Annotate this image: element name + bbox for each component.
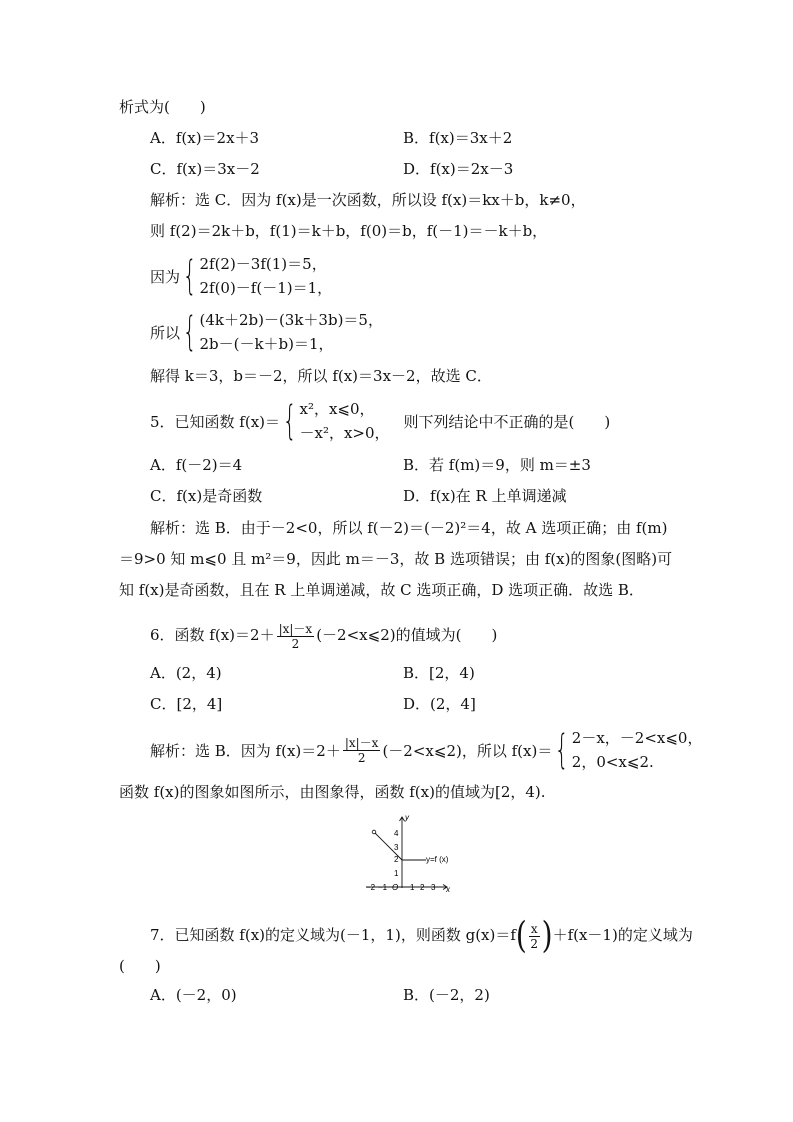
q4-option-b[interactable]: B．f(x)＝3x＋2	[403, 129, 513, 147]
left-brace-icon: {	[182, 309, 197, 355]
graph-y-label: y	[405, 813, 409, 822]
q4-system-2	[150, 308, 383, 356]
q6-stem-pre: 6．函数 f(x)＝2＋	[150, 626, 275, 644]
q5-solution-line2: ＝9>0 知 m⩽0 且 m²＝9，因此 m＝－3，故 B 选项错误；由 f(x)的图象(图略)可	[119, 550, 673, 568]
q6-solution-fraction-numerator: |x|－x	[344, 735, 379, 750]
q4-stem-cont: 析式为( )	[119, 98, 206, 116]
right-paren-icon: )	[541, 913, 553, 957]
q7-option-b[interactable]: B．(－2，2)	[403, 986, 490, 1004]
q5-stem	[150, 397, 610, 445]
q4-solution-line1: 解析：选 C．因为 f(x)是一次函数，所以设 f(x)＝kx＋b，k≠0，	[150, 191, 586, 209]
q7-stem-post: ＋f(x－1)的定义域为	[552, 926, 693, 944]
q6-solution-fraction	[343, 736, 381, 765]
q4-solution-line3: 解得 k＝3，b＝－2，所以 f(x)＝3x－2，故选 C．	[150, 367, 492, 385]
q5-solution-line3: 知 f(x)是奇函数，且在 R 上单调递减，故 C 选项正确，D 选项正确．故选 B．	[119, 581, 644, 599]
q7-answer-paren: ( )	[119, 957, 161, 975]
q4-system-1	[150, 252, 332, 300]
q6-option-b[interactable]: B．[2，4)	[403, 664, 475, 682]
x-tick-1: 1	[410, 883, 415, 892]
x-tick-neg1: −1	[378, 883, 388, 892]
q6-solution-line2: 函数 f(x)的图象如图所示，由图象得，函数 f(x)的值域为[2，4).	[119, 783, 546, 801]
q6-solution-mid: (－2<x⩽2)，所以 f(x)＝	[382, 741, 553, 760]
q6-fraction-numerator: |x|－x	[278, 621, 313, 636]
q4-system-2-eq1: (4k＋2b)－(3k＋3b)＝5，	[199, 311, 383, 329]
q5-option-a[interactable]: A．f(－2)＝4	[150, 456, 243, 474]
left-brace-icon: {	[182, 253, 197, 299]
q5-stem-post: 则下列结论中不正确的是( )	[403, 412, 611, 431]
q5-piecewise-2: －x²，x>0，	[299, 424, 390, 442]
x-tick-origin: O	[392, 883, 399, 892]
q7-fraction-numerator: x	[530, 921, 538, 936]
q6-option-d[interactable]: D．(2，4]	[403, 695, 476, 713]
y-tick-2: 2	[394, 855, 399, 864]
q5-solution-line1: 解析：选 B．由于－2<0，所以 f(－2)＝(－2)²＝4，故 A 选项正确；由 f(m)	[150, 519, 668, 537]
graph-x-label: x	[446, 885, 450, 894]
q6-fraction-denominator: 2	[291, 636, 300, 651]
q7-option-a[interactable]: A．(－2，0)	[150, 986, 237, 1004]
q5-piecewise-1: x²，x⩽0，	[299, 400, 375, 418]
graph-curve-label: y=f (x)	[426, 855, 449, 864]
q7-fraction-denominator: 2	[530, 936, 539, 951]
q5-option-b[interactable]: B．若 f(m)＝9，则 m＝±3	[403, 456, 591, 474]
q4-system-1-eq2: 2f(0)－f(－1)＝1，	[199, 279, 333, 297]
q4-system-1-eq1: 2f(2)－3f(1)＝5，	[199, 255, 327, 273]
x-tick-3: 3	[431, 883, 436, 892]
y-tick-1: 1	[394, 869, 399, 878]
q5-option-c[interactable]: C．f(x)是奇函数	[150, 487, 263, 505]
q6-stem	[150, 620, 497, 651]
q6-option-c[interactable]: C．[2，4]	[150, 695, 223, 713]
open-endpoint-icon	[372, 830, 376, 834]
left-brace-icon: {	[555, 727, 570, 773]
q6-piecewise-2: 2，0<x⩽2.	[571, 753, 654, 771]
q6-solution-line1	[150, 726, 702, 774]
left-brace-icon: {	[282, 398, 297, 444]
q6-fraction	[277, 622, 315, 651]
q6-option-a[interactable]: A．(2，4)	[150, 664, 222, 682]
x-tick-neg2: −2	[366, 883, 376, 892]
q4-option-a[interactable]: A．f(x)＝2x＋3	[150, 129, 260, 147]
q4-system-2-label: 所以	[150, 323, 181, 342]
q6-stem-post: (－2<x⩽2)的值域为( )	[316, 626, 498, 644]
q6-solution-pre: 解析：选 B．因为 f(x)＝2＋	[150, 741, 341, 760]
y-tick-4: 4	[394, 829, 399, 838]
q4-system-1-label: 因为	[150, 267, 181, 286]
q7-fraction	[529, 922, 540, 951]
q7-stem-pre: 7．已知函数 f(x)的定义域为(－1，1)，则函数 g(x)＝f	[150, 926, 516, 944]
y-tick-3: 3	[394, 843, 399, 852]
q5-stem-pre: 5．已知函数 f(x)＝	[150, 412, 281, 431]
x-tick-2: 2	[420, 883, 425, 892]
q4-system-2-eq2: 2b－(－k＋b)＝1，	[199, 335, 334, 353]
q6-function-graph	[362, 812, 462, 894]
q5-option-d[interactable]: D．f(x)在 R 上单调递减	[403, 487, 567, 505]
q6-solution-fraction-denominator: 2	[357, 750, 366, 765]
q7-stem	[150, 913, 693, 957]
q4-option-d[interactable]: D．f(x)＝2x－3	[403, 160, 514, 178]
q6-piecewise-1: 2－x，－2<x⩽0，	[571, 729, 703, 747]
left-paren-icon: (	[515, 913, 527, 957]
q4-option-c[interactable]: C．f(x)＝3x－2	[150, 160, 260, 178]
q4-solution-line2: 则 f(2)＝2k＋b，f(1)＝k＋b，f(0)＝b，f(－1)＝－k＋b，	[150, 222, 548, 240]
